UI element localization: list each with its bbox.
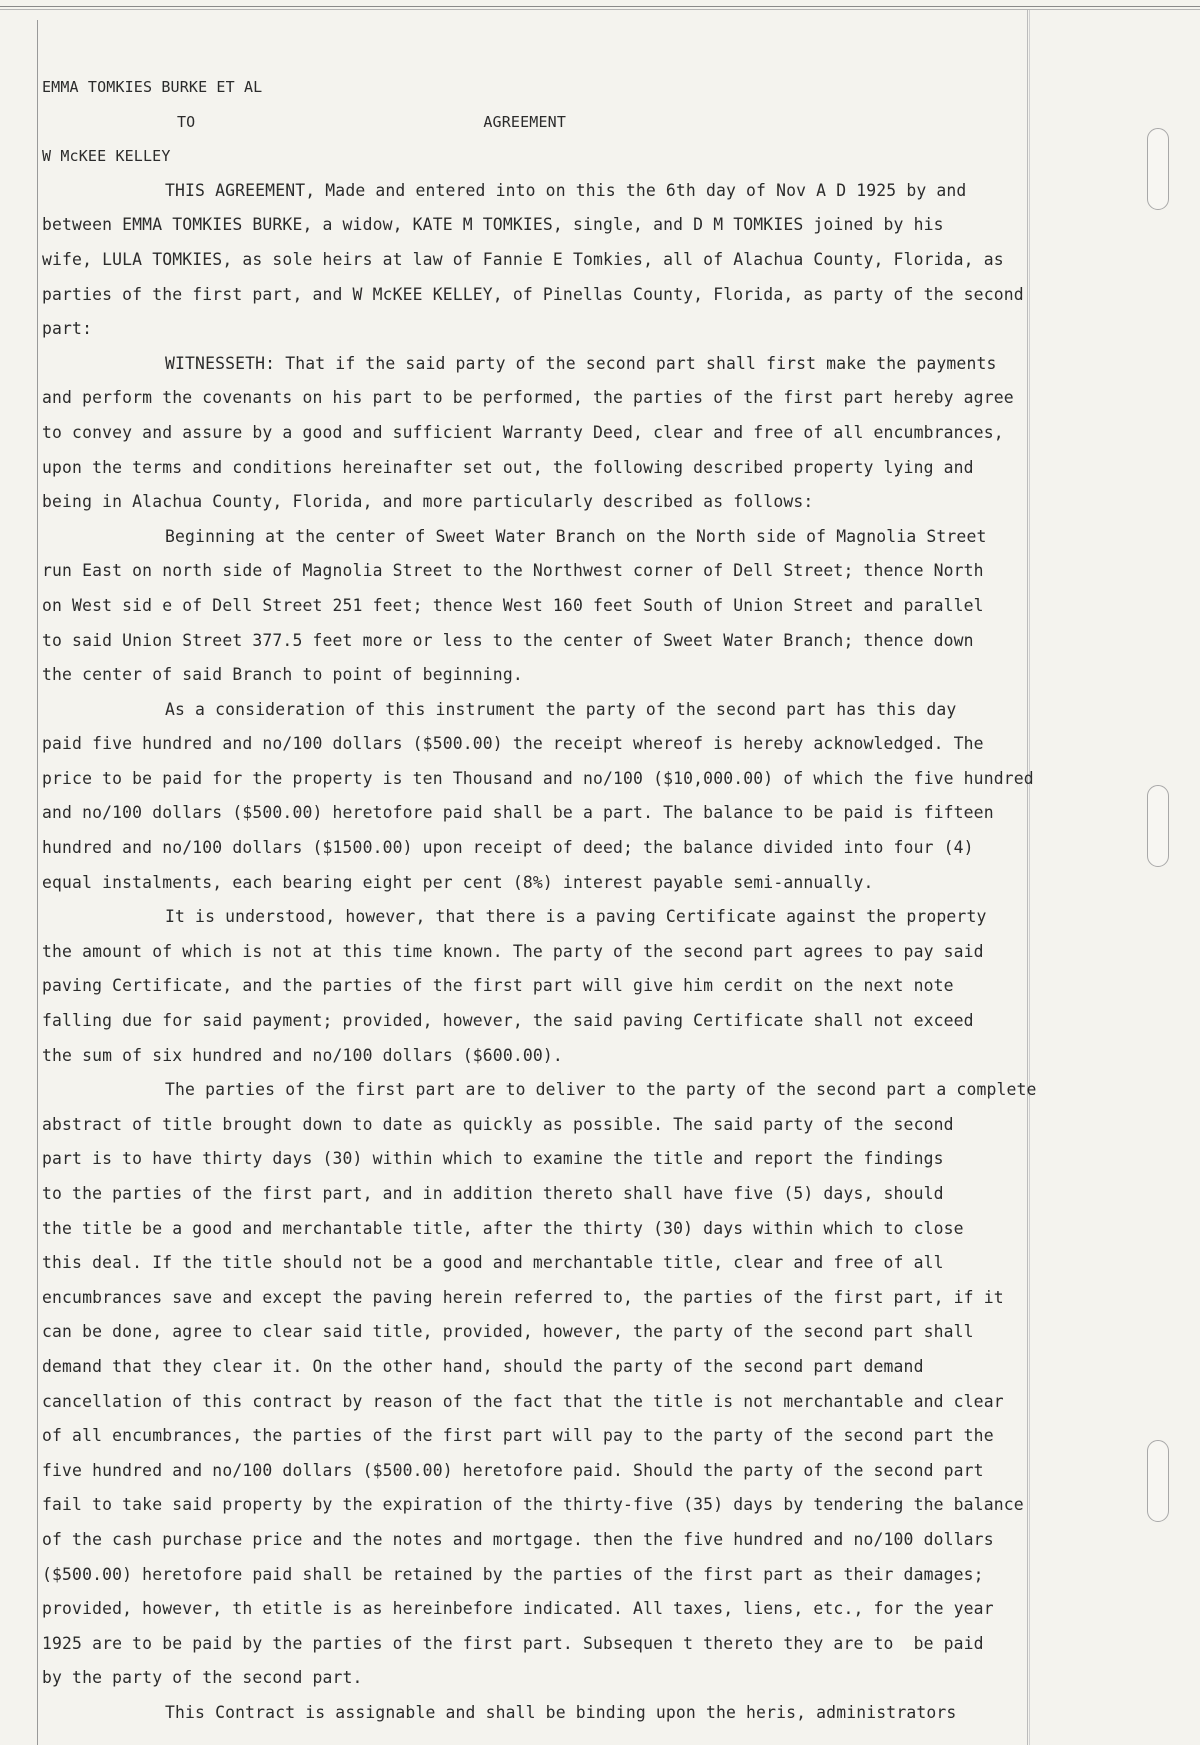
- body-line: paid five hundred and no/100 dollars ($500.00) the receipt whereof is hereby acknowledged. The: [42, 734, 984, 754]
- body-line: wife, LULA TOMKIES, as sole heirs at law of Fannie E Tomkies, all of Alachua County, Florida, as: [42, 249, 1004, 269]
- left-margin-line: [37, 20, 38, 1745]
- body-line: encumbrances save and except the paving herein referred to, the parties of the first part, if it: [42, 1287, 1004, 1307]
- body-line: ($500.00) heretofore paid shall be retained by the parties of the first part as their damages;: [42, 1564, 984, 1584]
- body-line: run East on north side of Magnolia Street to the Northwest corner of Dell Street; thence North: [42, 561, 984, 581]
- body-line: provided, however, th etitle is as hereinbefore indicated. All taxes, liens, etc., for the year: [42, 1599, 994, 1619]
- to-label: TO: [177, 112, 196, 131]
- body-line: to the parties of the first part, and in addition thereto shall have five (5) days, should: [42, 1184, 944, 1203]
- body-line: This Contract is assignable and shall be binding upon the heris, administrators: [165, 1702, 957, 1722]
- body-line: this deal. If the title should not be a good and merchantable title, clear and free of all: [42, 1253, 944, 1273]
- body-line: falling due for said payment; provided, however, the said paving Certificate shall not exceed: [42, 1011, 974, 1031]
- body-line: equal instalments, each bearing eight per cent (8%) interest payable semi-annually.: [42, 872, 874, 892]
- ruled-line: [0, 6, 1200, 7]
- body-line: As a consideration of this instrument the party of the second part has this day: [165, 699, 957, 719]
- binder-hole: [1147, 1440, 1169, 1522]
- body-line: to said Union Street 377.5 feet more or less to the center of Sweet Water Branch; thence down: [42, 630, 974, 650]
- title-line: [42, 105, 1122, 140]
- document-text: [42, 70, 1122, 1731]
- agreement-body: [42, 174, 1122, 1731]
- body-line: parties of the first part, and W McKEE KELLEY, of Pinellas County, Florida, as party of the second: [42, 284, 1024, 304]
- body-line: five hundred and no/100 dollars ($500.00) heretofore paid. Should the party of the second part: [42, 1460, 984, 1480]
- body-line: The parties of the first part are to deliver to the party of the second part a complete: [165, 1080, 1037, 1100]
- binder-hole: [1147, 128, 1169, 210]
- body-line: on West sid e of Dell Street 251 feet; thence West 160 feet South of Union Street and parallel: [42, 595, 984, 615]
- body-line: to convey and assure by a good and sufficient Warranty Deed, clear and free of all encumbrances,: [42, 422, 1004, 442]
- body-line: and no/100 dollars ($500.00) heretofore paid shall be a part. The balance to be paid is fifteen: [42, 803, 994, 823]
- body-line: being in Alachua County, Florida, and more particularly described as follows:: [42, 492, 814, 512]
- body-line: price to be paid for the property is ten Thousand and no/100 ($10,000.00) of which the five hundred: [42, 768, 1034, 788]
- document-title: AGREEMENT: [483, 112, 567, 131]
- body-line: fail to take said property by the expiration of the thirty-five (35) days by tendering the balance: [42, 1495, 1024, 1515]
- body-line: upon the terms and conditions hereinafter set out, the following described property lying and: [42, 457, 974, 477]
- body-line: part is to have thirty days (30) within which to examine the title and report the findings: [42, 1149, 944, 1169]
- party-two: W McKEE KELLEY: [42, 147, 171, 166]
- body-line: paving Certificate, and the parties of the first part will give him cerdit on the next note: [42, 976, 954, 996]
- body-line: cancellation of this contract by reason of the fact that the title is not merchantable and clear: [42, 1391, 1004, 1411]
- body-line: the amount of which is not at this time known. The party of the second part agrees to pay said: [42, 941, 984, 961]
- body-line: by the party of the second part.: [42, 1668, 363, 1688]
- body-line: part:: [42, 319, 93, 339]
- body-line: the center of said Branch to point of beginning.: [42, 665, 523, 685]
- binder-hole: [1147, 785, 1169, 867]
- body-line: the title be a good and merchantable title, after the thirty (30) days within which to close: [42, 1218, 964, 1238]
- body-line: between EMMA TOMKIES BURKE, a widow, KATE M TOMKIES, single, and D M TOMKIES joined by his: [42, 215, 944, 235]
- body-line: It is understood, however, that there is a paving Certificate against the property: [165, 907, 987, 927]
- body-line: demand that they clear it. On the other hand, should the party of the second part demand: [42, 1356, 924, 1376]
- body-line: and perform the covenants on his part to be performed, the parties of the first part hereby agree: [42, 388, 1014, 408]
- body-line: hundred and no/100 dollars ($1500.00) upon receipt of deed; the balance divided into four (4): [42, 838, 974, 858]
- body-line: of the cash purchase price and the notes and mortgage. then the five hundred and no/100 dollars: [42, 1529, 994, 1549]
- party-one: EMMA TOMKIES BURKE ET AL: [42, 78, 263, 96]
- body-line: can be done, agree to clear said title, provided, however, the party of the second part shall: [42, 1322, 974, 1342]
- ruled-line: [0, 9, 1200, 10]
- body-line: 1925 are to be paid by the parties of the first part. Subsequen t thereto they are to be paid: [42, 1633, 984, 1653]
- body-line: THIS AGREEMENT, Made and entered into on this the 6th day of Nov A D 1925 by and: [165, 180, 967, 200]
- body-line: Beginning at the center of Sweet Water Branch on the North side of Magnolia Street: [165, 526, 987, 546]
- body-line: abstract of title brought down to date as quickly as possible. The said party of the second: [42, 1114, 954, 1134]
- body-line: of all encumbrances, the parties of the first part will pay to the party of the second part the: [42, 1426, 994, 1446]
- body-line: the sum of six hundred and no/100 dollars ($600.00).: [42, 1045, 563, 1065]
- body-line: WITNESSETH: That if the said party of the second part shall first make the payments: [165, 353, 997, 373]
